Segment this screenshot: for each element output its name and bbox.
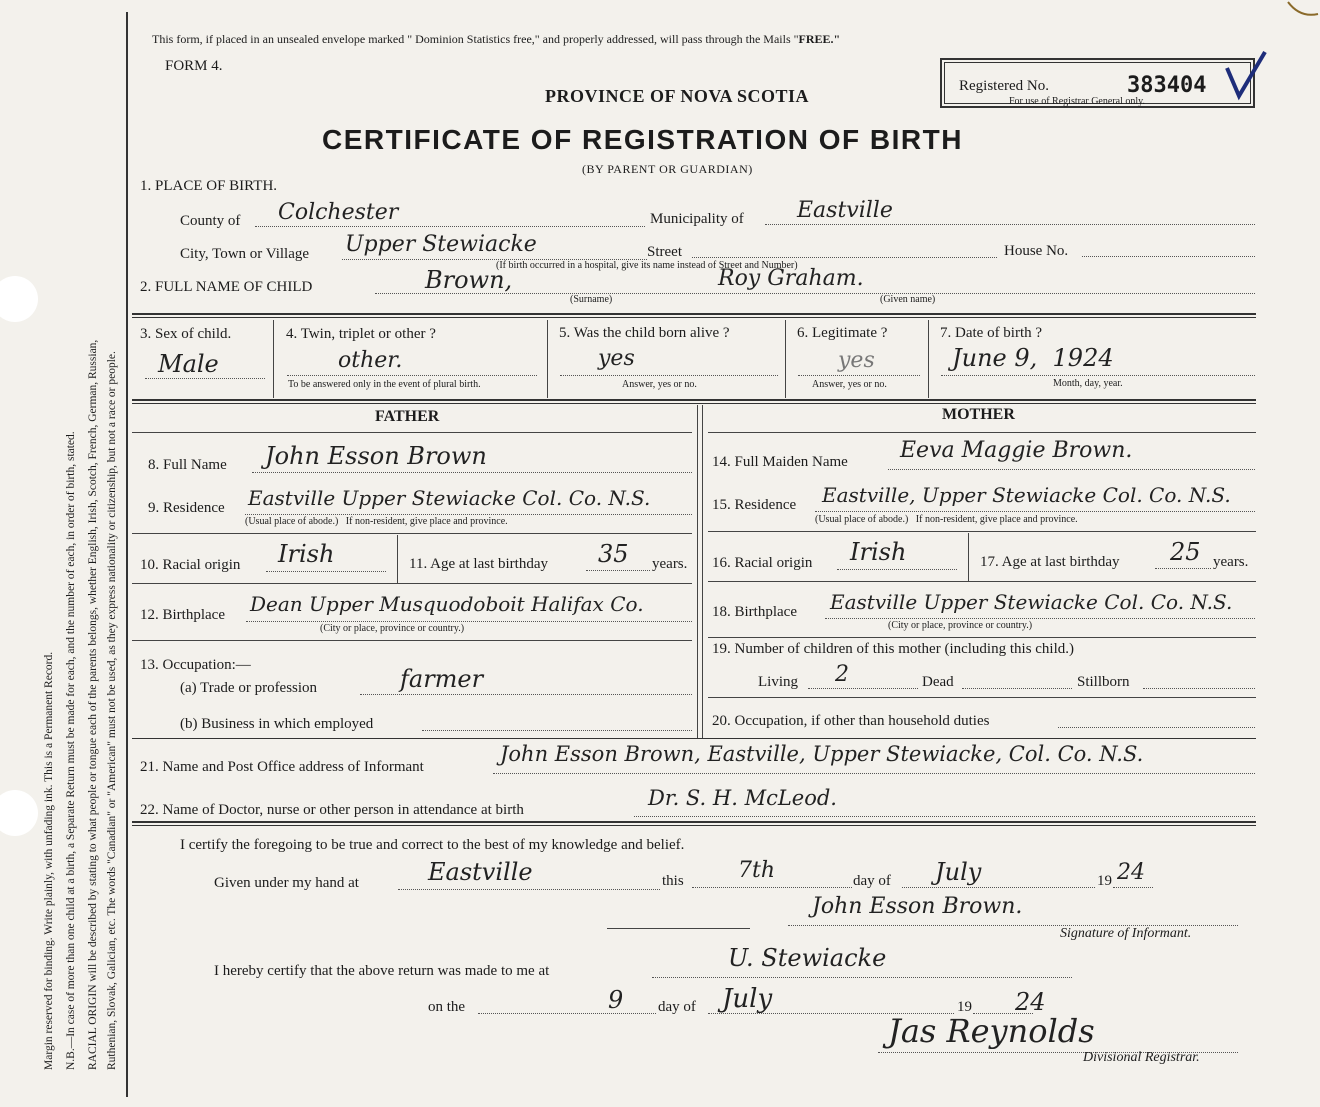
- house-label: House No.: [1004, 243, 1069, 259]
- signature-short-rule: [607, 928, 750, 929]
- mother-age-value: 25: [1170, 538, 1201, 566]
- mother-race-rule: [708, 581, 1256, 582]
- registered-value: 383404: [1127, 73, 1207, 98]
- child-name-label: 2. FULL NAME OF CHILD: [140, 279, 313, 295]
- father-birthplace-line: [246, 621, 692, 622]
- mother-race-divider: [968, 533, 969, 581]
- margin-note-binding: Margin reserved for binding. Write plainly, with unfading ink. This is a Permanent Record.: [43, 651, 55, 1070]
- father-heading-rule: [132, 432, 692, 433]
- dob-value: June 9, 1924: [952, 344, 1114, 372]
- province-title: PROVINCE OF NOVA SCOTIA: [545, 86, 810, 106]
- mother-occupation-line: [1058, 727, 1255, 728]
- mother-name-value: Eeva Maggie Brown.: [900, 438, 1133, 463]
- rule-above-certify-b: [132, 825, 1256, 826]
- rule-below-row3: [132, 399, 1256, 401]
- rule-above-row3-b: [132, 317, 1256, 318]
- child-surname-value: Brown,: [425, 266, 513, 294]
- registrar-day-line: [478, 1013, 656, 1014]
- living-value: 2: [835, 662, 849, 687]
- mother-res-label: 15. Residence: [712, 497, 797, 513]
- certificate-title: CERTIFICATE OF REGISTRATION OF BIRTH: [322, 124, 963, 155]
- mother-heading-rule: [708, 432, 1256, 433]
- county-value: Colchester: [278, 200, 399, 225]
- mother-children-rule: [708, 697, 1256, 698]
- mother-age-label: 17. Age at last birthday: [980, 554, 1120, 570]
- year-value: 24: [1117, 860, 1145, 885]
- certificate-subtitle: (BY PARENT OR GUARDIAN): [582, 162, 753, 176]
- father-race-rule: [132, 583, 692, 584]
- informant-value: John Esson Brown, Eastville, Upper Stewiacke, Col. Co. N.S.: [500, 742, 1144, 766]
- rule-above-certify: [132, 821, 1256, 823]
- child-given-value: Roy Graham.: [718, 266, 864, 291]
- punch-hole-top: [0, 276, 38, 322]
- twin-line: [287, 375, 537, 376]
- doctor-label: 22. Name of Doctor, nurse or other person in attendance at birth: [140, 802, 524, 818]
- registrar-note: For use of Registrar General only.: [1009, 96, 1145, 107]
- mail-notice-text: This form, if placed in an unsealed envelope marked " Dominion Statistics free," and properly addressed, will pass through the Mails ": [152, 32, 799, 46]
- mother-birthplace-note: (City or place, province or country.): [888, 620, 1033, 631]
- father-res-note: (Usual place of abode.) If non-resident, give place and province.: [245, 516, 508, 527]
- mother-children-label: 19. Number of children of this mother (including this child.): [712, 641, 1075, 657]
- legit-line: [798, 375, 920, 376]
- stillborn-line: [1143, 688, 1255, 689]
- alive-label: 5. Was the child born alive ?: [559, 325, 730, 341]
- mother-occupation-label: 20. Occupation, if other than household duties: [712, 713, 990, 729]
- mother-years-label: years.: [1213, 554, 1249, 570]
- father-birthplace-value: Dean Upper Musquodoboit Halifax Co.: [250, 592, 644, 616]
- father-birthplace-label: 12. Birthplace: [140, 607, 225, 623]
- living-label: Living: [758, 674, 798, 690]
- dob-note: Month, day, year.: [1053, 378, 1123, 389]
- mother-res-rule: [708, 531, 1256, 532]
- municipality-value: Eastville: [797, 198, 893, 223]
- father-age-value: 35: [598, 540, 629, 568]
- legit-note: Answer, yes or no.: [812, 379, 887, 390]
- year-line: [1113, 887, 1153, 888]
- mother-name-line: [888, 469, 1255, 470]
- sex-value: Male: [158, 350, 219, 378]
- father-business-label: (b) Business in which employed: [180, 716, 374, 732]
- father-race-divider: [397, 535, 398, 583]
- twin-value: other.: [338, 348, 403, 373]
- doctor-line: [634, 816, 1255, 817]
- father-race-line: [266, 571, 386, 572]
- dob-line: [941, 375, 1255, 376]
- father-trade-value: farmer: [400, 665, 484, 693]
- rule-above-row3: [132, 313, 1256, 315]
- form-number: FORM 4.: [165, 58, 223, 74]
- father-race-label: 10. Racial origin: [140, 557, 241, 573]
- father-heading: FATHER: [375, 408, 440, 425]
- alive-line: [560, 375, 778, 376]
- rule-below-row3-b: [132, 403, 1256, 404]
- surname-note: (Surname): [570, 294, 613, 305]
- signature-value: John Esson Brown.: [812, 894, 1023, 919]
- father-res-rule: [132, 533, 692, 534]
- mother-res-line: [815, 511, 1255, 512]
- city-value: Upper Stewiacke: [345, 232, 537, 257]
- father-race-value: Irish: [278, 540, 335, 568]
- mail-notice-free: FREE.": [798, 32, 841, 46]
- father-trade-line: [360, 694, 692, 695]
- month-value: July: [935, 858, 982, 886]
- registered-box: [940, 58, 1255, 108]
- legit-value: yes: [838, 348, 875, 373]
- stillborn-label: Stillborn: [1077, 674, 1130, 690]
- sex-line: [145, 378, 265, 379]
- registered-label: Registered No.: [959, 78, 1049, 94]
- sex-label: 3. Sex of child.: [140, 326, 232, 342]
- registrar-place-value: U. Stewiacke: [728, 944, 887, 972]
- father-years-label: years.: [652, 556, 688, 572]
- registrar-month-value: July: [722, 984, 773, 1014]
- registrar-year-value: 24: [1015, 988, 1046, 1016]
- day-line: [692, 887, 852, 888]
- margin-note-racial-cont: Ruthenian, Slovak, Galician, etc. The words "Canadian" or "American" must not be used, as they express nationality or citizenship, but not a race or people.: [106, 351, 118, 1070]
- this-label: this: [662, 873, 684, 889]
- father-trade-label: (a) Trade or profession: [180, 680, 318, 696]
- corner-scroll-icon: [1286, 0, 1320, 24]
- father-business-line: [422, 730, 692, 731]
- dob-label: 7. Date of birth ?: [940, 325, 1043, 341]
- day-of-label: day of: [853, 873, 891, 889]
- given-place-line: [398, 889, 660, 890]
- registrar-label: Divisional Registrar.: [1083, 1050, 1200, 1065]
- registrar-day-of-label: day of: [658, 999, 696, 1015]
- street-label: Street: [647, 244, 682, 260]
- doctor-value: Dr. S. H. McLeod.: [648, 786, 837, 810]
- year-prefix: 19: [1097, 873, 1112, 889]
- father-name-label: 8. Full Name: [148, 457, 227, 473]
- twin-note: To be answered only in the event of plural birth.: [288, 379, 481, 390]
- informant-line: [493, 773, 1255, 774]
- legit-label: 6. Legitimate ?: [797, 325, 888, 341]
- mother-res-note: (Usual place of abode.) If non-resident, give place and province.: [815, 514, 1078, 525]
- street-line: [692, 257, 997, 258]
- margin-rule: [126, 12, 128, 1097]
- father-birthplace-rule: [132, 640, 692, 641]
- father-name-line: [252, 472, 692, 473]
- father-age-label: 11. Age at last birthday: [409, 556, 548, 572]
- alive-note: Answer, yes or no.: [622, 379, 697, 390]
- mail-notice: [152, 32, 840, 47]
- divider-5-6: [785, 320, 786, 398]
- father-occupation-label: 13. Occupation:—: [140, 657, 251, 673]
- given-place-value: Eastville: [428, 858, 533, 886]
- municipality-label: Municipality of: [650, 211, 744, 227]
- registrar-year-prefix: 19: [957, 999, 972, 1015]
- mother-heading: MOTHER: [942, 406, 1015, 423]
- check-mark-icon: [1217, 48, 1277, 108]
- father-res-label: 9. Residence: [148, 500, 225, 516]
- parents-divider-a: [697, 405, 698, 738]
- punch-hole-bottom: [0, 790, 38, 836]
- parents-divider-b: [702, 405, 703, 738]
- on-the-label: on the: [428, 999, 466, 1015]
- living-line: [808, 688, 918, 689]
- registrar-place-line: [652, 977, 1072, 978]
- registrar-day-value: 9: [608, 986, 624, 1014]
- father-res-value: Eastville Upper Stewiacke Col. Co. N.S.: [248, 486, 651, 510]
- registrar-signature: Jas Reynolds: [888, 1012, 1095, 1050]
- rule-above-informant: [132, 738, 1256, 739]
- city-label: City, Town or Village: [180, 246, 310, 262]
- mother-res-value: Eastville, Upper Stewiacke Col. Co. N.S.: [822, 483, 1231, 507]
- house-line: [1082, 256, 1255, 257]
- divider-6-7: [928, 320, 929, 398]
- informant-label: 21. Name and Post Office address of Informant: [140, 759, 424, 775]
- dead-label: Dead: [922, 674, 954, 690]
- father-age-line: [586, 570, 650, 571]
- given-label: Given under my hand at: [214, 875, 359, 891]
- margin-note-nb: N.B.—In case of more than one child at a birth, a Separate Return must be made for each, and the number of each, in order of birth, stated.: [65, 431, 77, 1070]
- mother-birthplace-label: 18. Birthplace: [712, 604, 797, 620]
- signature-label: Signature of Informant.: [1060, 926, 1192, 941]
- mother-birthplace-value: Eastville Upper Stewiacke Col. Co. N.S.: [830, 590, 1233, 614]
- certify-statement: I certify the foregoing to be true and correct to the best of my knowledge and belief.: [180, 837, 685, 853]
- hospital-note: (If birth occurred in a hospital, give its name instead of Street and Number): [496, 260, 798, 271]
- given-note: (Given name): [880, 294, 936, 305]
- day-value: 7th: [738, 858, 776, 883]
- registrar-statement: I hereby certify that the above return was made to me at: [214, 963, 550, 979]
- divider-4-5: [547, 320, 548, 398]
- mother-race-value: Irish: [850, 538, 907, 566]
- mother-birthplace-line: [825, 618, 1255, 619]
- father-res-line: [245, 514, 692, 515]
- municipality-line: [765, 224, 1255, 225]
- dead-line: [962, 688, 1072, 689]
- divider-3-4: [273, 320, 274, 398]
- father-name-value: John Esson Brown: [265, 442, 487, 470]
- mother-name-label: 14. Full Maiden Name: [712, 454, 848, 470]
- county-label: County of: [180, 213, 241, 229]
- father-birthplace-note: (City or place, province or country.): [320, 623, 465, 634]
- twin-label: 4. Twin, triplet or other ?: [286, 326, 436, 342]
- margin-note-racial: RACIAL ORIGIN will be described by stating to what people or tongue each of the parents belongs, whether English, Irish, Scotch, French, German, Russian,: [87, 339, 99, 1070]
- month-line: [902, 887, 1095, 888]
- mother-birthplace-rule: [708, 637, 1256, 638]
- mother-race-line: [837, 569, 957, 570]
- mother-race-label: 16. Racial origin: [712, 555, 813, 571]
- county-line: [255, 226, 645, 227]
- place-heading: 1. PLACE OF BIRTH.: [140, 178, 278, 194]
- alive-value: yes: [598, 346, 635, 371]
- mother-age-line: [1155, 568, 1211, 569]
